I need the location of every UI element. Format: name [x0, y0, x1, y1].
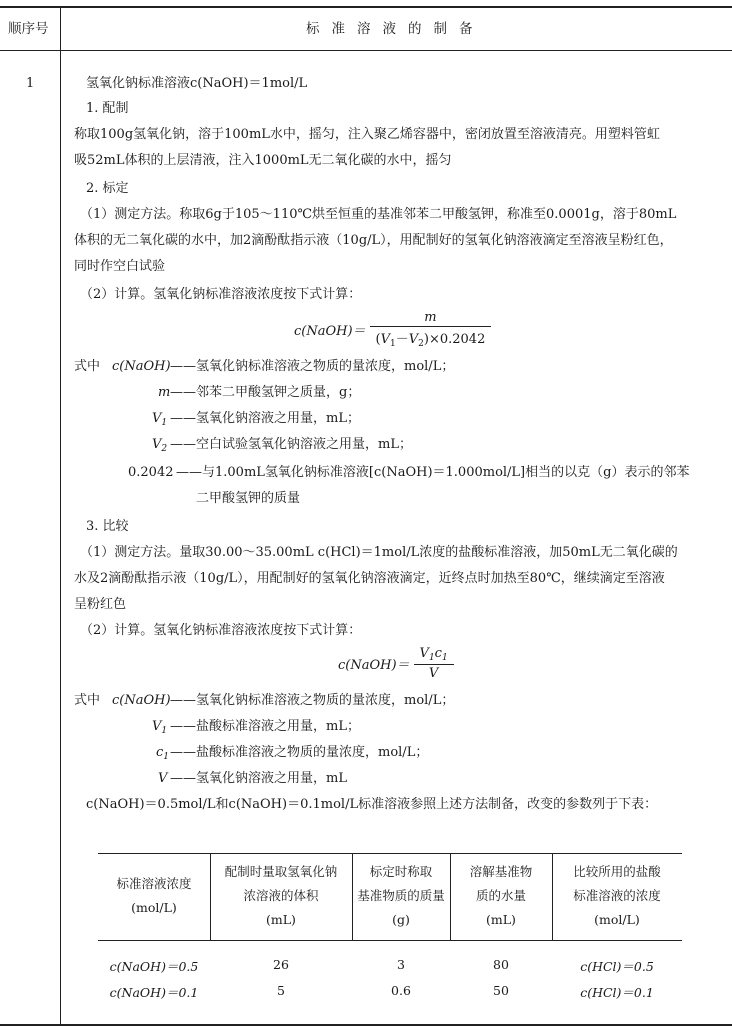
- param-table-header-4: 溶解基准物 质的水量 (mL): [469, 864, 533, 927]
- sec2-where-label: 式中: [74, 359, 101, 374]
- param-table-row1-hcl: c(HCl)＝0.5: [580, 959, 654, 974]
- row-number: 1: [26, 76, 35, 91]
- sec2-def3-symbol: $V_1$: [152, 411, 168, 428]
- sec3-def4-text: ——氢氧化钠溶液之用量，mL: [170, 771, 347, 786]
- header-title: 标准溶液的制备: [306, 21, 485, 37]
- sec2-calc-intro: （2）计算。氢氧化钠标准溶液浓度按下式计算：: [80, 287, 362, 302]
- sec3-def4-symbol: V: [158, 771, 168, 786]
- sec3-method-line1: （1）测定方法。量取30.00～35.00mL c(HCl)＝1mol/L浓度的盐酸标准溶液，加50mL无二氧化碳的: [80, 545, 678, 560]
- param-table-row2-mass: 0.6: [391, 983, 411, 998]
- sec3-method-line2: 水及2滴酚酞指示液（10g/L），用配制好的氢氧化钠溶液滴定，近终点时加热至80℃，继续滴定至溶液: [74, 571, 665, 586]
- sec2-def5-text-cont: 二甲酸氢钾的质量: [196, 491, 301, 506]
- sec2-formula-lhs: c(NaOH)＝: [294, 324, 366, 339]
- sec3-def1-symbol: c(NaOH): [112, 693, 171, 708]
- sec2-method-line2: 体积的无二氧化碳的水中，加2滴酚酞指示液（10g/L），用配制好的氢氧化钠溶液滴定至溶液呈粉红色，: [74, 233, 673, 248]
- sec3-calc-intro: （2）计算。氢氧化钠标准溶液浓度按下式计算：: [80, 623, 362, 638]
- sec2-def5-text: ——与1.00mL氢氧化钠标准溶液[c(NaOH)＝1.000mol/L]相当的以克（g）表示的邻苯: [176, 465, 690, 480]
- header-seq-label: 顺序号: [8, 21, 49, 37]
- sec2-def3-text: ——氢氧化钠溶液之用量，mL；: [170, 411, 360, 426]
- sec2-formula: [294, 310, 491, 349]
- column-divider: [60, 6, 61, 1025]
- param-table-header-5: 比较所用的盐酸 标准溶液的浓度 (mol/L): [573, 864, 661, 927]
- sec3-def1-text: ——氢氧化钠标准溶液之物质的量浓度，mol/L；: [170, 693, 455, 708]
- param-table-row1-volume: 26: [273, 957, 289, 972]
- param-table-header-1: 标准溶液浓度 (mol/L): [116, 876, 192, 915]
- sec2-def1-text: ——氢氧化钠标准溶液之物质的量浓度，mol/L；: [170, 359, 455, 374]
- param-table-header-3: 标定时称取 基准物质的质量 (g): [357, 864, 445, 927]
- param-table-header-2: 配制时量取氢氧化钠 浓溶液的体积 (mL): [224, 864, 338, 927]
- sec2-def2-symbol: m: [158, 385, 171, 400]
- param-table-row2-conc: c(NaOH)＝0.1: [109, 985, 199, 1000]
- sec3-def2-symbol: $V_1$: [152, 719, 168, 736]
- sec3-formula: [338, 646, 454, 681]
- param-table-row2-water: 50: [493, 983, 509, 998]
- param-table-row1-conc: c(NaOH)＝0.5: [109, 959, 199, 974]
- sec2-def5-symbol: 0.2042: [128, 465, 174, 480]
- solution-title: 氢氧化钠标准溶液c(NaOH)＝1mol/L: [86, 76, 308, 91]
- param-table-row2-hcl: c(HCl)＝0.1: [580, 985, 654, 1000]
- top-rule: [0, 6, 732, 8]
- bottom-rule: [0, 1024, 732, 1026]
- sec3-method-line3: 呈粉红色: [74, 597, 127, 612]
- sec2-def2-text: ——邻苯二甲酸氢钾之质量，g；: [170, 385, 361, 400]
- sec1-paragraph-line2: 吸52mL体积的上层清液，注入1000mL无二氧化碳的水中，摇匀: [74, 153, 452, 168]
- sec3-formula-denominator: V: [428, 666, 439, 681]
- sec3-def2-text: ——盐酸标准溶液之用量，mL；: [170, 719, 360, 734]
- sec1-paragraph-line1: 称取100g氢氧化钠，溶于100mL水中，摇匀，注入聚乙烯容器中，密闭放置至溶液清亮。用塑料管虹: [74, 127, 660, 142]
- sec3-heading: 3. 比较: [86, 519, 129, 534]
- param-table-row2-volume: 5: [277, 983, 285, 998]
- sec3-def3-text: ——盐酸标准溶液之物质的量浓度，mol/L；: [170, 745, 429, 760]
- param-table-top-rule: [98, 853, 682, 854]
- sec2-formula-denominator: $(V_1-V_2)\times 0.2042$: [375, 332, 486, 349]
- sec3-def3-symbol: $c_1$: [156, 745, 170, 762]
- sec2-formula-numerator: m: [424, 310, 437, 325]
- sec2-method-line1: （1）测定方法。称取6g于105～110℃烘至恒重的基准邻苯二甲酸氢钾，称准至0.0001g，溶于80mL: [80, 207, 677, 222]
- sec1-heading: 1. 配制: [86, 101, 129, 116]
- sec3-note: c(NaOH)＝0.5mol/L和c(NaOH)＝0.1mol/L标准溶液参照上述方法制备，改变的参数列于下表：: [86, 797, 658, 812]
- sec3-formula-numerator: $V_1c_1$: [419, 646, 448, 663]
- sec2-def4-text: ——空白试验氢氧化钠溶液之用量，mL；: [170, 437, 412, 452]
- sec2-heading: 2. 标定: [86, 181, 129, 196]
- param-table-header-rule: [98, 940, 682, 941]
- param-table-row1-mass: 3: [397, 957, 405, 972]
- sec2-def4-symbol: $V_2$: [152, 437, 168, 454]
- sec3-where-label: 式中: [74, 693, 101, 708]
- sec3-formula-lhs: c(NaOH)＝: [338, 658, 410, 673]
- sec2-method-line3: 同时作空白试验: [74, 259, 166, 274]
- header-bottom-rule: [0, 50, 732, 51]
- sec2-def1-symbol: c(NaOH): [112, 359, 171, 374]
- param-table-row1-water: 80: [493, 957, 509, 972]
